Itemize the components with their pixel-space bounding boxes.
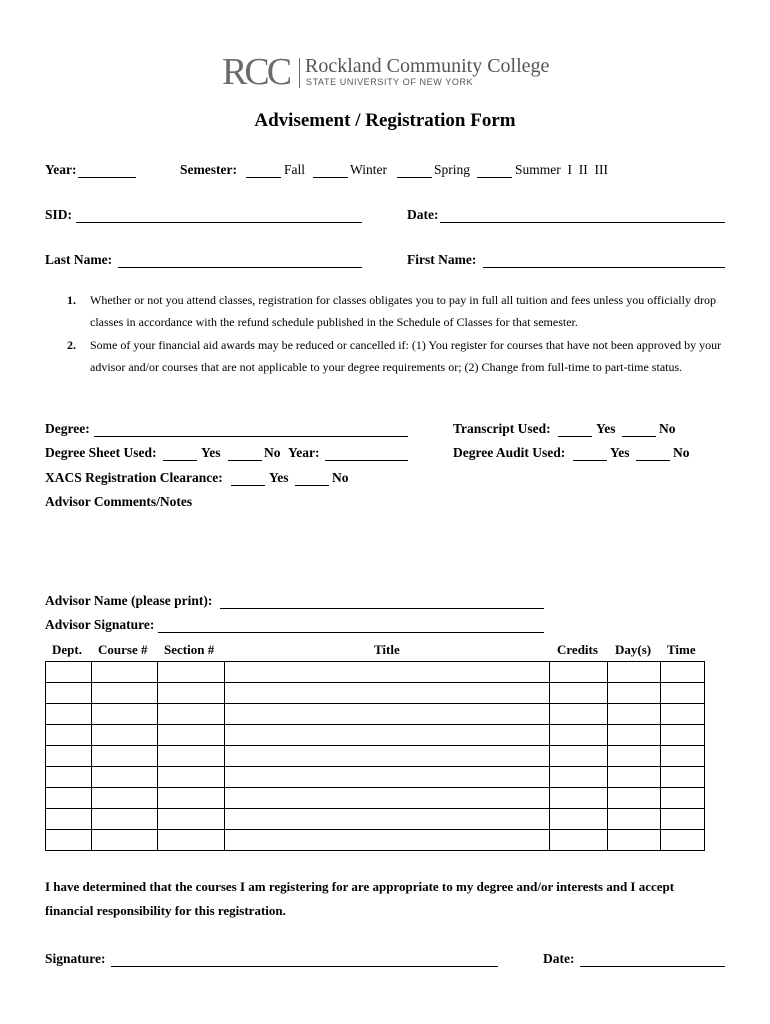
table-cell[interactable]: [157, 767, 224, 788]
table-cell[interactable]: [91, 746, 157, 767]
table-cell[interactable]: [91, 662, 157, 683]
transcript-no-field[interactable]: [622, 436, 656, 437]
first-name-label: First Name:: [407, 252, 477, 267]
table-cell[interactable]: [224, 725, 550, 746]
table-row: [46, 788, 705, 809]
table-cell[interactable]: [224, 746, 550, 767]
table-row: [46, 746, 705, 767]
table-cell[interactable]: [91, 704, 157, 725]
sid-label: SID:: [45, 207, 73, 222]
table-cell[interactable]: [550, 725, 608, 746]
table-cell[interactable]: [91, 830, 157, 851]
table-cell[interactable]: [46, 830, 92, 851]
advisor-comments-area[interactable]: [45, 514, 725, 590]
table-cell[interactable]: [661, 767, 705, 788]
table-cell[interactable]: [157, 830, 224, 851]
table-cell[interactable]: [224, 683, 550, 704]
transcript-yes-label: Yes: [596, 421, 616, 436]
college-name: Rockland Community College: [305, 55, 550, 77]
table-cell[interactable]: [157, 725, 224, 746]
table-row: [46, 683, 705, 704]
table-cell[interactable]: [224, 704, 550, 725]
xacs-label: XACS Registration Clearance:: [45, 470, 223, 485]
degree-audit-label: Degree Audit Used:: [453, 445, 566, 460]
table-cell[interactable]: [661, 830, 705, 851]
note-1-text: Whether or not you attend classes, registration for classes obligates you to pay in full all tuition and fees unless you officially drop classes in accordance with the refund schedule published in the Schedule of Classes for that semester.: [90, 293, 716, 329]
table-row: [46, 725, 705, 746]
col-header-title: Title: [374, 642, 400, 657]
table-cell[interactable]: [46, 767, 92, 788]
table-cell[interactable]: [661, 788, 705, 809]
table-cell[interactable]: [608, 683, 661, 704]
degree-sheet-no-label: No: [264, 445, 281, 460]
transcript-used-label: Transcript Used:: [453, 421, 551, 436]
table-cell[interactable]: [46, 704, 92, 725]
summer-field[interactable]: [477, 177, 512, 178]
summer-label: Summer I II III: [515, 162, 608, 177]
degree-sheet-label: Degree Sheet Used:: [45, 445, 157, 460]
transcript-no-label: No: [659, 421, 676, 436]
table-cell[interactable]: [661, 704, 705, 725]
footer-date-label: Date:: [543, 951, 575, 966]
signature-label: Signature:: [45, 951, 106, 966]
winter-label: Winter: [350, 162, 387, 177]
table-cell[interactable]: [224, 830, 550, 851]
degree-sheet-no-field[interactable]: [228, 460, 262, 461]
date-field[interactable]: [440, 222, 725, 223]
table-cell[interactable]: [608, 746, 661, 767]
table-cell[interactable]: [157, 788, 224, 809]
degree-sheet-yes-field[interactable]: [163, 460, 197, 461]
xacs-no-field[interactable]: [295, 485, 329, 486]
table-cell[interactable]: [550, 662, 608, 683]
table-cell[interactable]: [661, 683, 705, 704]
college-subtitle: STATE UNIVERSITY OF NEW YORK: [306, 77, 474, 87]
transcript-yes-field[interactable]: [558, 436, 592, 437]
table-cell[interactable]: [224, 788, 550, 809]
note-2-number: 2.: [67, 338, 76, 352]
table-cell[interactable]: [608, 788, 661, 809]
table-cell[interactable]: [550, 809, 608, 830]
table-cell[interactable]: [91, 788, 157, 809]
table-cell[interactable]: [608, 809, 661, 830]
col-header-section: Section #: [164, 642, 215, 657]
col-header-time: Time: [667, 642, 696, 657]
xacs-yes-label: Yes: [269, 470, 289, 485]
table-row: [46, 767, 705, 788]
degree-sheet-year-field[interactable]: [325, 460, 408, 461]
col-header-credits: Credits: [557, 642, 598, 657]
year-label: Year:: [45, 162, 77, 177]
table-cell[interactable]: [224, 809, 550, 830]
col-header-days: Day(s): [615, 642, 652, 657]
degree-field[interactable]: [94, 436, 408, 437]
degree-audit-yes-label: Yes: [610, 445, 630, 460]
agreement-text: I have determined that the courses I am registering for are appropriate to my degree and/or interests and I accept financial responsibility for this registration.: [45, 879, 675, 918]
table-row: [46, 830, 705, 851]
form-title: Advisement / Registration Form: [254, 110, 516, 131]
year-field[interactable]: [78, 177, 136, 178]
logo-divider: [299, 58, 300, 88]
advisor-comments-label: Advisor Comments/Notes: [45, 494, 193, 509]
table-cell[interactable]: [46, 725, 92, 746]
degree-audit-no-label: No: [673, 445, 690, 460]
table-cell[interactable]: [46, 662, 92, 683]
fall-label: Fall: [284, 162, 306, 177]
table-cell[interactable]: [46, 788, 92, 809]
table-cell[interactable]: [550, 767, 608, 788]
table-cell[interactable]: [91, 683, 157, 704]
table-cell[interactable]: [91, 767, 157, 788]
table-cell[interactable]: [46, 746, 92, 767]
last-name-label: Last Name:: [45, 252, 113, 267]
table-cell[interactable]: [550, 704, 608, 725]
last-name-field[interactable]: [118, 267, 362, 268]
spring-label: Spring: [434, 162, 471, 177]
table-cell[interactable]: [608, 662, 661, 683]
table-cell[interactable]: [46, 809, 92, 830]
fall-field[interactable]: [246, 177, 281, 178]
note-2-text: Some of your financial aid awards may be reduced or cancelled if: (1) You register for courses that have not been approved by your advisor and/or courses that are not applicable to your degree requirements or; (2) Change from full-time to part-time status.: [90, 338, 722, 374]
table-cell[interactable]: [661, 809, 705, 830]
table-row: [46, 662, 705, 683]
note-1-number: 1.: [67, 293, 76, 307]
table-cell[interactable]: [608, 830, 661, 851]
table-cell[interactable]: [661, 662, 705, 683]
table-cell[interactable]: [46, 683, 92, 704]
table-cell[interactable]: [608, 767, 661, 788]
table-cell[interactable]: [661, 725, 705, 746]
rcc-logo-mark: RCC: [222, 51, 290, 93]
semester-label: Semester:: [180, 162, 237, 177]
course-table: [45, 661, 705, 851]
table-cell[interactable]: [157, 662, 224, 683]
table-cell[interactable]: [157, 809, 224, 830]
degree-sheet-yes-label: Yes: [201, 445, 221, 460]
table-cell[interactable]: [157, 683, 224, 704]
table-cell[interactable]: [550, 788, 608, 809]
date-label: Date:: [407, 207, 439, 222]
table-cell[interactable]: [91, 809, 157, 830]
col-header-course: Course #: [98, 642, 148, 657]
advisor-name-field[interactable]: [220, 608, 544, 609]
degree-label: Degree:: [45, 421, 90, 436]
advisor-name-label: Advisor Name (please print):: [45, 593, 213, 608]
table-cell[interactable]: [608, 725, 661, 746]
table-cell[interactable]: [550, 830, 608, 851]
advisor-signature-label: Advisor Signature:: [45, 617, 155, 632]
xacs-yes-field[interactable]: [231, 485, 265, 486]
winter-field[interactable]: [313, 177, 348, 178]
advisor-signature-field[interactable]: [158, 632, 544, 633]
table-cell[interactable]: [157, 746, 224, 767]
col-header-dept: Dept.: [52, 642, 82, 657]
table-cell[interactable]: [157, 704, 224, 725]
footer-date-field[interactable]: [580, 966, 725, 967]
table-cell[interactable]: [550, 683, 608, 704]
degree-sheet-year-label: Year:: [288, 445, 320, 460]
table-cell[interactable]: [224, 662, 550, 683]
table-cell[interactable]: [91, 725, 157, 746]
signature-field[interactable]: [111, 966, 498, 967]
spring-field[interactable]: [397, 177, 432, 178]
xacs-no-label: No: [332, 470, 349, 485]
table-row: [46, 809, 705, 830]
table-cell[interactable]: [550, 746, 608, 767]
degree-audit-no-field[interactable]: [636, 460, 670, 461]
table-cell[interactable]: [608, 704, 661, 725]
table-cell[interactable]: [661, 746, 705, 767]
first-name-field[interactable]: [483, 267, 725, 268]
table-cell[interactable]: [224, 767, 550, 788]
sid-field[interactable]: [76, 222, 362, 223]
table-row: [46, 704, 705, 725]
degree-audit-yes-field[interactable]: [573, 460, 607, 461]
